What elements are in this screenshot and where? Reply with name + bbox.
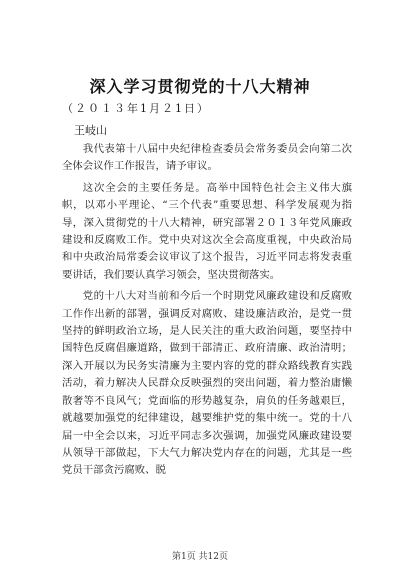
document-title: 深入学习贯彻党的十八大精神 — [89, 77, 311, 96]
paragraph-2: 这次全会的主要任务是。高举中国特色社会主义伟大旗帜，以邓小平理论、“三个代表”重要思想、科学发展观为指导，深入贯彻党的十八大精神，研究部署２０１３年党风廉政建设和反腐败工作。党中央对这次全会高度重视，中央政治局和中央政治局常委会议审议了这个报告，习近平同志将发表重要讲话，我们要认真学习领会，坚决贯彻落实。 — [62, 181, 352, 281]
paragraph-3: 党的十八大对当前和今后一个时期党风廉政建设和反腐败工作作出新的部署，强调反对腐败、建设廉洁政治，是党一贯坚持的鲜明政治立场，是人民关注的重大政治问题，要坚持中国特色反腐倡廉道路，做到干部清正、政府清廉、政治清明；深入开展以为民务实清廉为主要内容的党的群众路线教育实践活动，着力解决人民群众反映强烈的突出问题，着力整治庸懒散奢等不良风气；党面临的形势越复杂，肩负的任务越艰巨，就越要加强党的纪律建设，越要维护党的集中统一。党的十八届一中全会以来，习近平同志多次强调，加强党风廉政建设要从领导干部做起，下大气力解决党内存在的问题，尤其是一些党员干部贪污腐败、脱 — [62, 290, 352, 477]
document-author: 王岐山 — [74, 124, 107, 137]
document-date: （２０１３年1月２1日） — [62, 102, 210, 115]
document-body — [62, 141, 352, 484]
page-footer: 第1页 共12页 — [171, 552, 229, 562]
paragraph-1: 我代表第十八届中央纪律检查委员会常务委员会向第二次全体会议作工作报告，请予审议。 — [62, 143, 352, 173]
